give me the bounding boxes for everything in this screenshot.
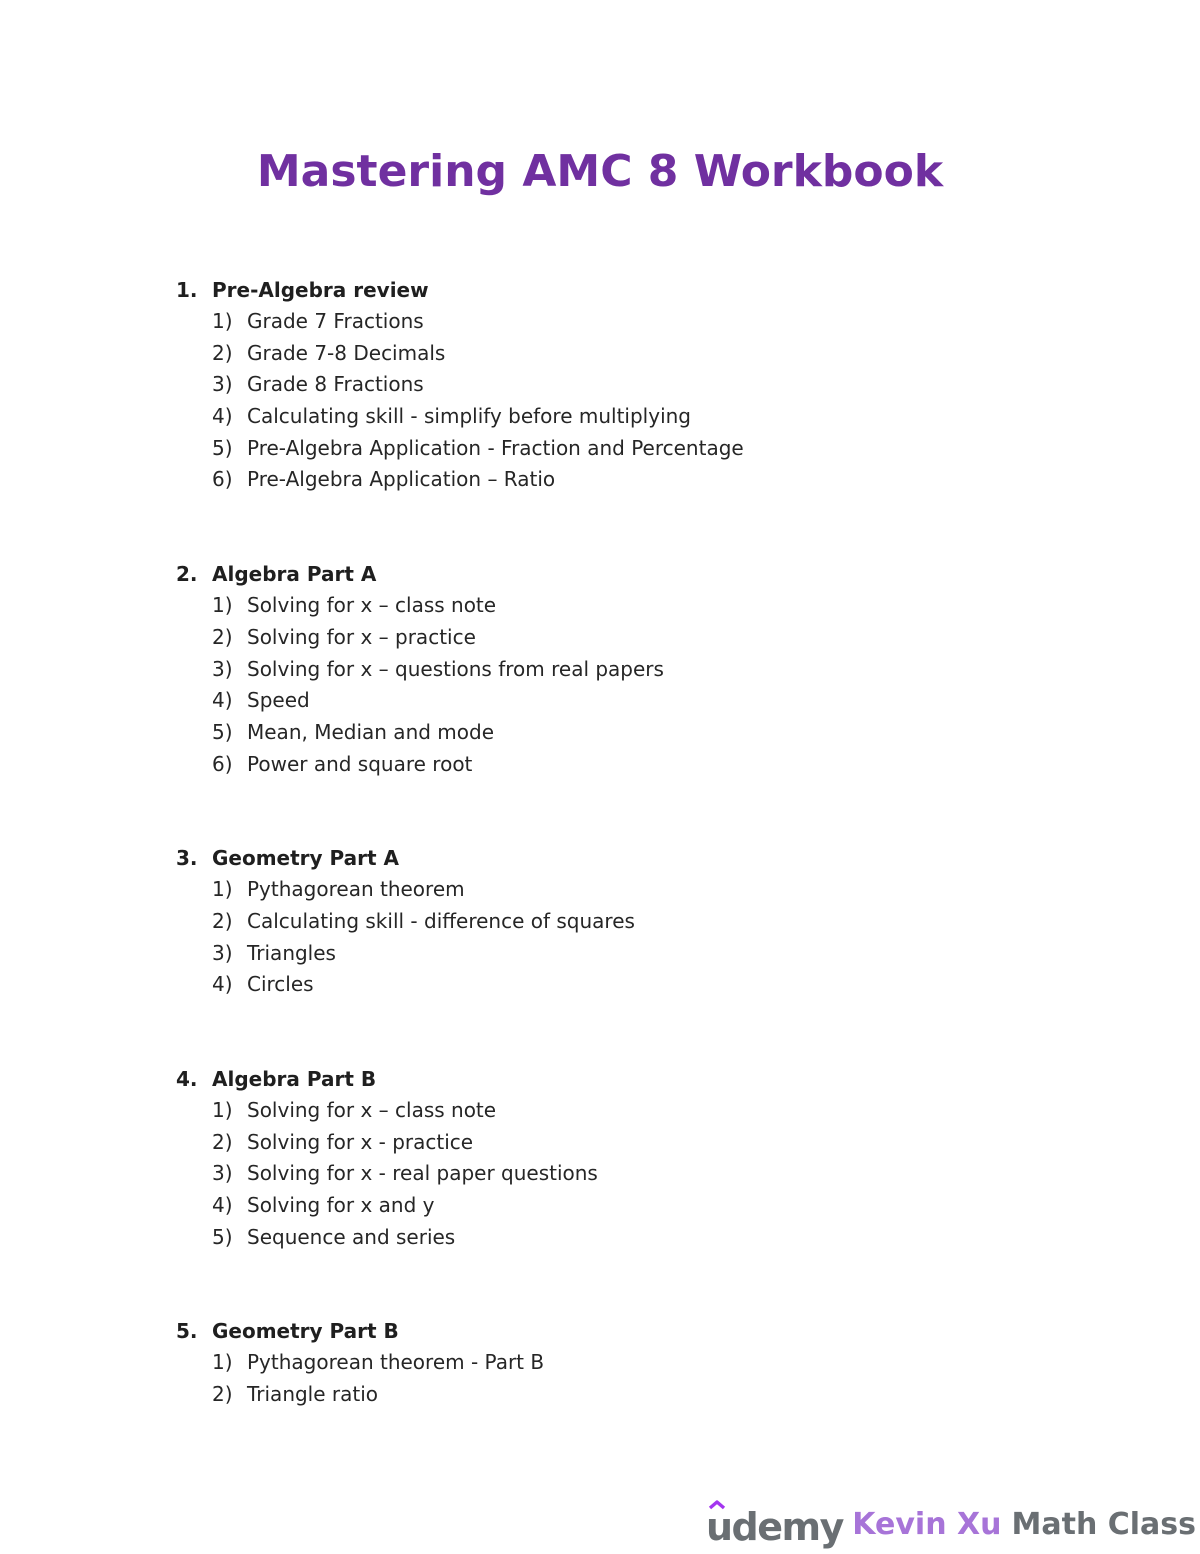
section-title: Geometry Part B bbox=[212, 1319, 399, 1344]
document-title: Mastering AMC 8 Workbook bbox=[256, 146, 944, 197]
item-number: 2) bbox=[212, 1382, 233, 1407]
item-number: 3) bbox=[212, 940, 233, 965]
item-number: 2) bbox=[212, 340, 233, 365]
udemy-logo bbox=[706, 1498, 844, 1550]
item-number: 5) bbox=[212, 1224, 233, 1249]
item-label: Triangles bbox=[247, 940, 336, 965]
footer-brand bbox=[706, 1494, 1196, 1554]
item-label: Pre-Algebra Application – Ratio bbox=[247, 467, 556, 492]
section-number: 4. bbox=[176, 1067, 198, 1091]
item-label: Mean, Median and mode bbox=[247, 719, 495, 744]
list-item bbox=[176, 969, 1076, 1001]
list-item bbox=[176, 1127, 1076, 1159]
section-number: 1. bbox=[176, 278, 198, 302]
section-heading bbox=[176, 1063, 1076, 1095]
list-item bbox=[176, 338, 1076, 370]
item-number: 1) bbox=[212, 1350, 233, 1375]
section-title: Pre-Algebra review bbox=[212, 278, 429, 302]
list-item bbox=[176, 433, 1076, 465]
item-label: Calculating skill - difference of squares bbox=[247, 908, 635, 933]
section-geometry-part-b bbox=[176, 1315, 1076, 1410]
section-number: 5. bbox=[176, 1319, 198, 1344]
section-heading bbox=[176, 1315, 1076, 1347]
list-item bbox=[176, 369, 1076, 401]
section-title: Geometry Part A bbox=[212, 846, 400, 871]
list-item bbox=[176, 1095, 1076, 1127]
item-label: Triangle ratio bbox=[247, 1382, 379, 1407]
item-label: Pythagorean theorem bbox=[247, 877, 465, 902]
list-item bbox=[176, 906, 1076, 938]
item-label: Pythagorean theorem - Part B bbox=[247, 1350, 545, 1375]
list-item bbox=[176, 654, 1076, 686]
list-item bbox=[176, 717, 1076, 749]
list-item bbox=[176, 1379, 1076, 1411]
item-number: 1) bbox=[212, 877, 233, 902]
item-label: Sequence and series bbox=[247, 1224, 456, 1249]
item-number: 1) bbox=[212, 1098, 233, 1122]
list-item bbox=[176, 1158, 1076, 1190]
footer-author: Kevin Xu bbox=[852, 1506, 1002, 1542]
item-label: Solving for x - real paper questions bbox=[247, 1161, 598, 1186]
list-item bbox=[176, 401, 1076, 433]
list-item bbox=[176, 749, 1076, 781]
item-number: 3) bbox=[212, 1161, 233, 1186]
list-item bbox=[176, 622, 1076, 654]
item-number: 3) bbox=[212, 372, 233, 397]
list-item bbox=[176, 306, 1076, 338]
item-number: 2) bbox=[212, 908, 233, 933]
item-number: 1) bbox=[212, 309, 233, 333]
item-label: Solving for x – class note bbox=[247, 593, 497, 618]
item-number: 3) bbox=[212, 656, 233, 681]
item-label: Solving for x and y bbox=[247, 1193, 435, 1218]
item-label: Solving for x – questions from real papers bbox=[247, 656, 664, 681]
udemy-logo-text: udemy bbox=[706, 1505, 844, 1549]
udemy-wordmark-icon bbox=[706, 1498, 844, 1550]
item-number: 2) bbox=[212, 1129, 233, 1154]
item-label: Speed bbox=[247, 688, 310, 713]
list-item bbox=[176, 590, 1076, 622]
list-item bbox=[176, 1347, 1076, 1379]
item-number: 4) bbox=[212, 688, 233, 713]
item-label: Grade 7-8 Decimals bbox=[247, 340, 446, 365]
item-label: Pre-Algebra Application - Fraction and Percentage bbox=[247, 435, 744, 460]
section-geometry-part-a bbox=[176, 842, 1076, 1001]
section-number: 3. bbox=[176, 846, 198, 871]
section-heading bbox=[176, 842, 1076, 874]
footer-class-label: Math Class bbox=[1011, 1506, 1196, 1542]
item-number: 6) bbox=[212, 467, 233, 492]
section-pre-algebra bbox=[176, 274, 1076, 496]
section-algebra-part-a bbox=[176, 558, 1076, 780]
list-item bbox=[176, 938, 1076, 970]
section-number: 2. bbox=[176, 562, 198, 587]
item-label: Grade 7 Fractions bbox=[247, 309, 424, 333]
item-number: 4) bbox=[212, 404, 233, 429]
list-item bbox=[176, 874, 1076, 906]
item-label: Grade 8 Fractions bbox=[247, 372, 424, 397]
item-label: Solving for x – class note bbox=[247, 1098, 497, 1122]
item-number: 4) bbox=[212, 972, 233, 997]
list-item bbox=[176, 1222, 1076, 1254]
list-item bbox=[176, 685, 1076, 717]
section-title: Algebra Part A bbox=[212, 562, 377, 587]
item-number: 5) bbox=[212, 435, 233, 460]
table-of-contents bbox=[176, 274, 1076, 1411]
item-label: Circles bbox=[247, 972, 314, 997]
section-algebra-part-b bbox=[176, 1063, 1076, 1253]
section-heading bbox=[176, 274, 1076, 306]
list-item bbox=[176, 1190, 1076, 1222]
item-number: 6) bbox=[212, 751, 233, 776]
list-item bbox=[176, 464, 1076, 496]
section-title: Algebra Part B bbox=[212, 1067, 377, 1091]
item-number: 1) bbox=[212, 593, 233, 618]
item-label: Solving for x – practice bbox=[247, 624, 476, 649]
item-label: Solving for x - practice bbox=[247, 1129, 474, 1154]
item-number: 4) bbox=[212, 1193, 233, 1218]
item-label: Power and square root bbox=[247, 751, 473, 776]
item-label: Calculating skill - simplify before multiplying bbox=[247, 404, 691, 429]
item-number: 2) bbox=[212, 624, 233, 649]
section-heading bbox=[176, 558, 1076, 590]
item-number: 5) bbox=[212, 719, 233, 744]
